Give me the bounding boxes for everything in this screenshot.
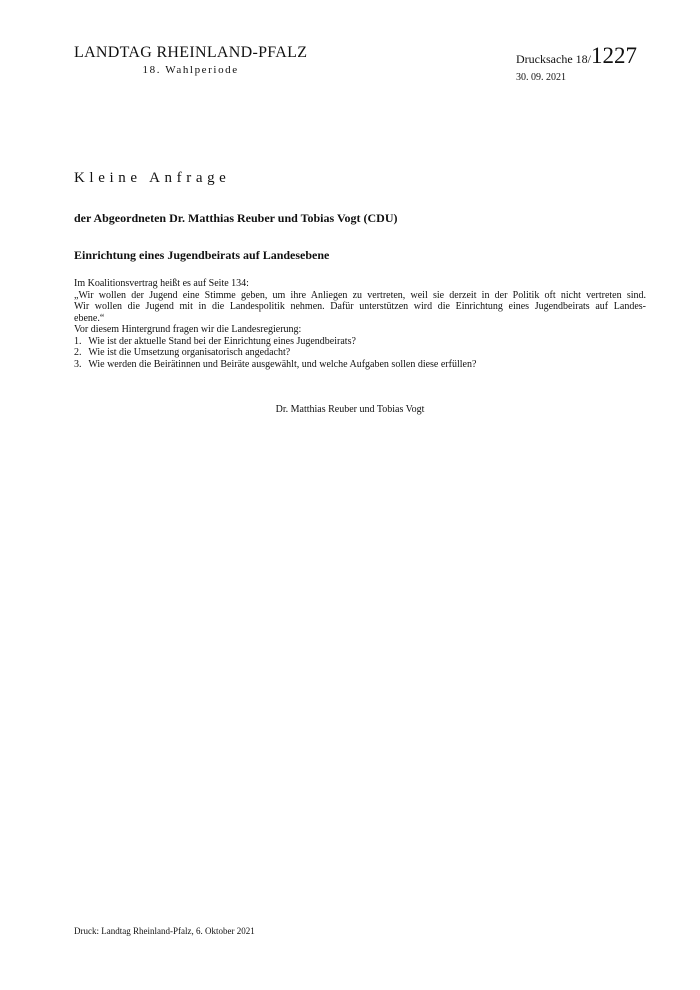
subject-heading: Einrichtung eines Jugendbeirats auf Landesebene (74, 248, 330, 262)
document-number: 1227 (591, 43, 637, 68)
question-item (74, 359, 646, 371)
intro-text: Im Koalitionsvertrag heißt es auf Seite 134: (74, 278, 249, 289)
question-text: Wie ist der aktuelle Stand bei der Einrichtung eines Jugendbeirats? (88, 335, 356, 347)
question-number: 2. (74, 347, 82, 358)
question-number: 3. (74, 358, 82, 370)
question-text: Wie werden die Beirätinnen und Beiräte ausgewählt, und welche Aufgaben sollen diese erfüllen? (88, 358, 477, 370)
parliament-header (74, 44, 307, 78)
quote-line: ebene.“ (74, 312, 105, 324)
body-text (74, 278, 646, 370)
question-item (74, 347, 646, 359)
question-text: Wie ist die Umsetzung organisatorisch angedacht? (88, 347, 291, 358)
document-date: 30. 09. 2021 (516, 72, 567, 83)
document-type-title: Kleine Anfrage (74, 170, 231, 186)
question-number: 1. (74, 335, 82, 347)
print-footer: Druck: Landtag Rheinland-Pfalz, 6. Oktober 2021 (74, 926, 255, 936)
legislative-period: 18. Wahlperiode (142, 64, 239, 76)
document-number-line (516, 44, 637, 71)
quote-line: Wir wollen die Jugend mit in die Landespolitik nehmen. Dafür unterstützen wird die Einrichtung eines Jugendbeirats auf Landes- (74, 301, 646, 312)
authors-line: der Abgeordneten Dr. Matthias Reuber und Tobias Vogt (CDU) (74, 211, 398, 225)
signature: Dr. Matthias Reuber und Tobias Vogt (275, 404, 425, 415)
quote-line: „Wir wollen der Jugend eine Stimme geben, um ihre Anliegen zu vertreten, weil sie derzeit in der Politik oft nicht vertreten sind. (74, 289, 646, 301)
question-intro: Vor diesem Hintergrund fragen wir die Landesregierung: (74, 324, 302, 335)
document-number-label: Drucksache 18/ (516, 52, 591, 66)
document-info (516, 44, 637, 84)
question-item (74, 336, 646, 348)
parliament-name: LANDTAG RHEINLAND-PFALZ (74, 44, 308, 61)
